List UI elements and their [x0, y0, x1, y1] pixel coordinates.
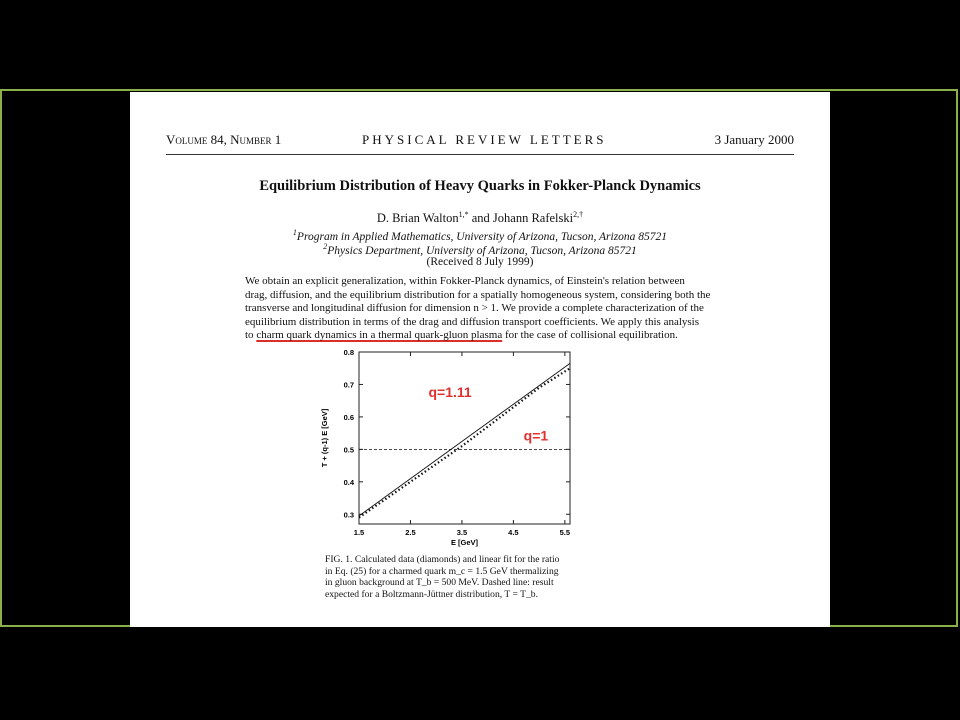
author-2-sup: 2,†	[573, 210, 584, 219]
y-tick-label: 0.7	[343, 380, 354, 390]
abstract-text: for the case of collisional equilibration.	[502, 329, 678, 342]
header-rule	[166, 154, 794, 155]
annotation-q-fit: q=1.11	[428, 383, 472, 400]
x-tick-label: 1.5	[353, 528, 365, 537]
caption-line: FIG. 1. Calculated data (diamonds) and linear fit for the ratio	[325, 554, 560, 565]
y-tick-label: 0.8	[343, 348, 354, 357]
volume-number: Volume 84, Number 1	[166, 132, 282, 147]
x-axis-label: E [GeV]	[450, 538, 479, 547]
chart-svg	[315, 342, 585, 562]
abstract-line	[245, 329, 729, 343]
highlighted-phrase: charm quark dynamics in a thermal quark-gluon plasma	[256, 329, 503, 342]
author-1-sup: 1,*	[458, 210, 469, 219]
figure-plot	[315, 342, 585, 562]
x-tick-label: 4.5	[508, 528, 519, 537]
author-list	[130, 210, 830, 226]
paper-page	[130, 92, 830, 627]
abstract-line: transverse and longitudinal diffusion for dimension n > 1. We provide a complete characterization of the	[245, 302, 704, 315]
affiliation-1-sup: 1	[292, 228, 297, 237]
paper-title: Equilibrium Distribution of Heavy Quarks in Fokker-Planck Dynamics	[259, 178, 701, 194]
x-tick-label: 3.5	[456, 528, 468, 537]
affiliation-2	[130, 242, 830, 257]
y-tick-label: 0.3	[343, 510, 354, 520]
y-axis-label: T + (q-1) E [GeV]	[320, 408, 329, 468]
abstract-line: drag, diffusion, and the equilibrium distribution for a spatially homogeneous system, considering both the	[245, 288, 711, 301]
caption-line: in Eq. (25) for a charmed quark m_c = 1.5 GeV thermalizing	[325, 565, 559, 577]
caption-line: expected for a Boltzmann-Jüttner distribution, T = T_b.	[325, 588, 538, 600]
issue-date: 3 January 2000	[714, 132, 794, 147]
annotation-q-ref: q=1	[523, 427, 549, 444]
journal-name: PHYSICAL REVIEW LETTERS	[362, 132, 607, 147]
abstract-text: to	[245, 329, 257, 342]
author-and: and Johann Rafelski	[468, 211, 574, 226]
y-tick-label: 0.4	[343, 477, 354, 487]
x-tick-label: 5.5	[559, 528, 571, 537]
abstract-line: equilibrium distribution in terms of the drag and diffusion transport coefficients. We apply this analysis	[245, 315, 700, 328]
y-tick-label: 0.5	[343, 445, 354, 455]
x-tick-label: 2.5	[405, 528, 416, 537]
affiliation-2-sup: 2	[323, 242, 328, 251]
affiliation-1-text: Program in Applied Mathematics, University of Arizona, Tucson, Arizona 85721	[296, 230, 668, 243]
author-1: D. Brian Walton	[376, 211, 459, 226]
affiliation-1	[130, 228, 830, 243]
affiliation-2-text: Physics Department, University of Arizona, Tucson, Arizona 85721	[327, 244, 637, 257]
abstract-line: We obtain an explicit generalization, within Fokker-Planck dynamics, of Einstein's relation between	[245, 275, 685, 287]
figure-caption	[325, 554, 583, 600]
received-date: (Received 8 July 1999)	[426, 256, 534, 268]
abstract	[245, 275, 729, 343]
caption-line: in gluon background at T_b = 500 MeV. Dashed line: result	[325, 577, 554, 589]
y-tick-label: 0.6	[343, 412, 354, 422]
